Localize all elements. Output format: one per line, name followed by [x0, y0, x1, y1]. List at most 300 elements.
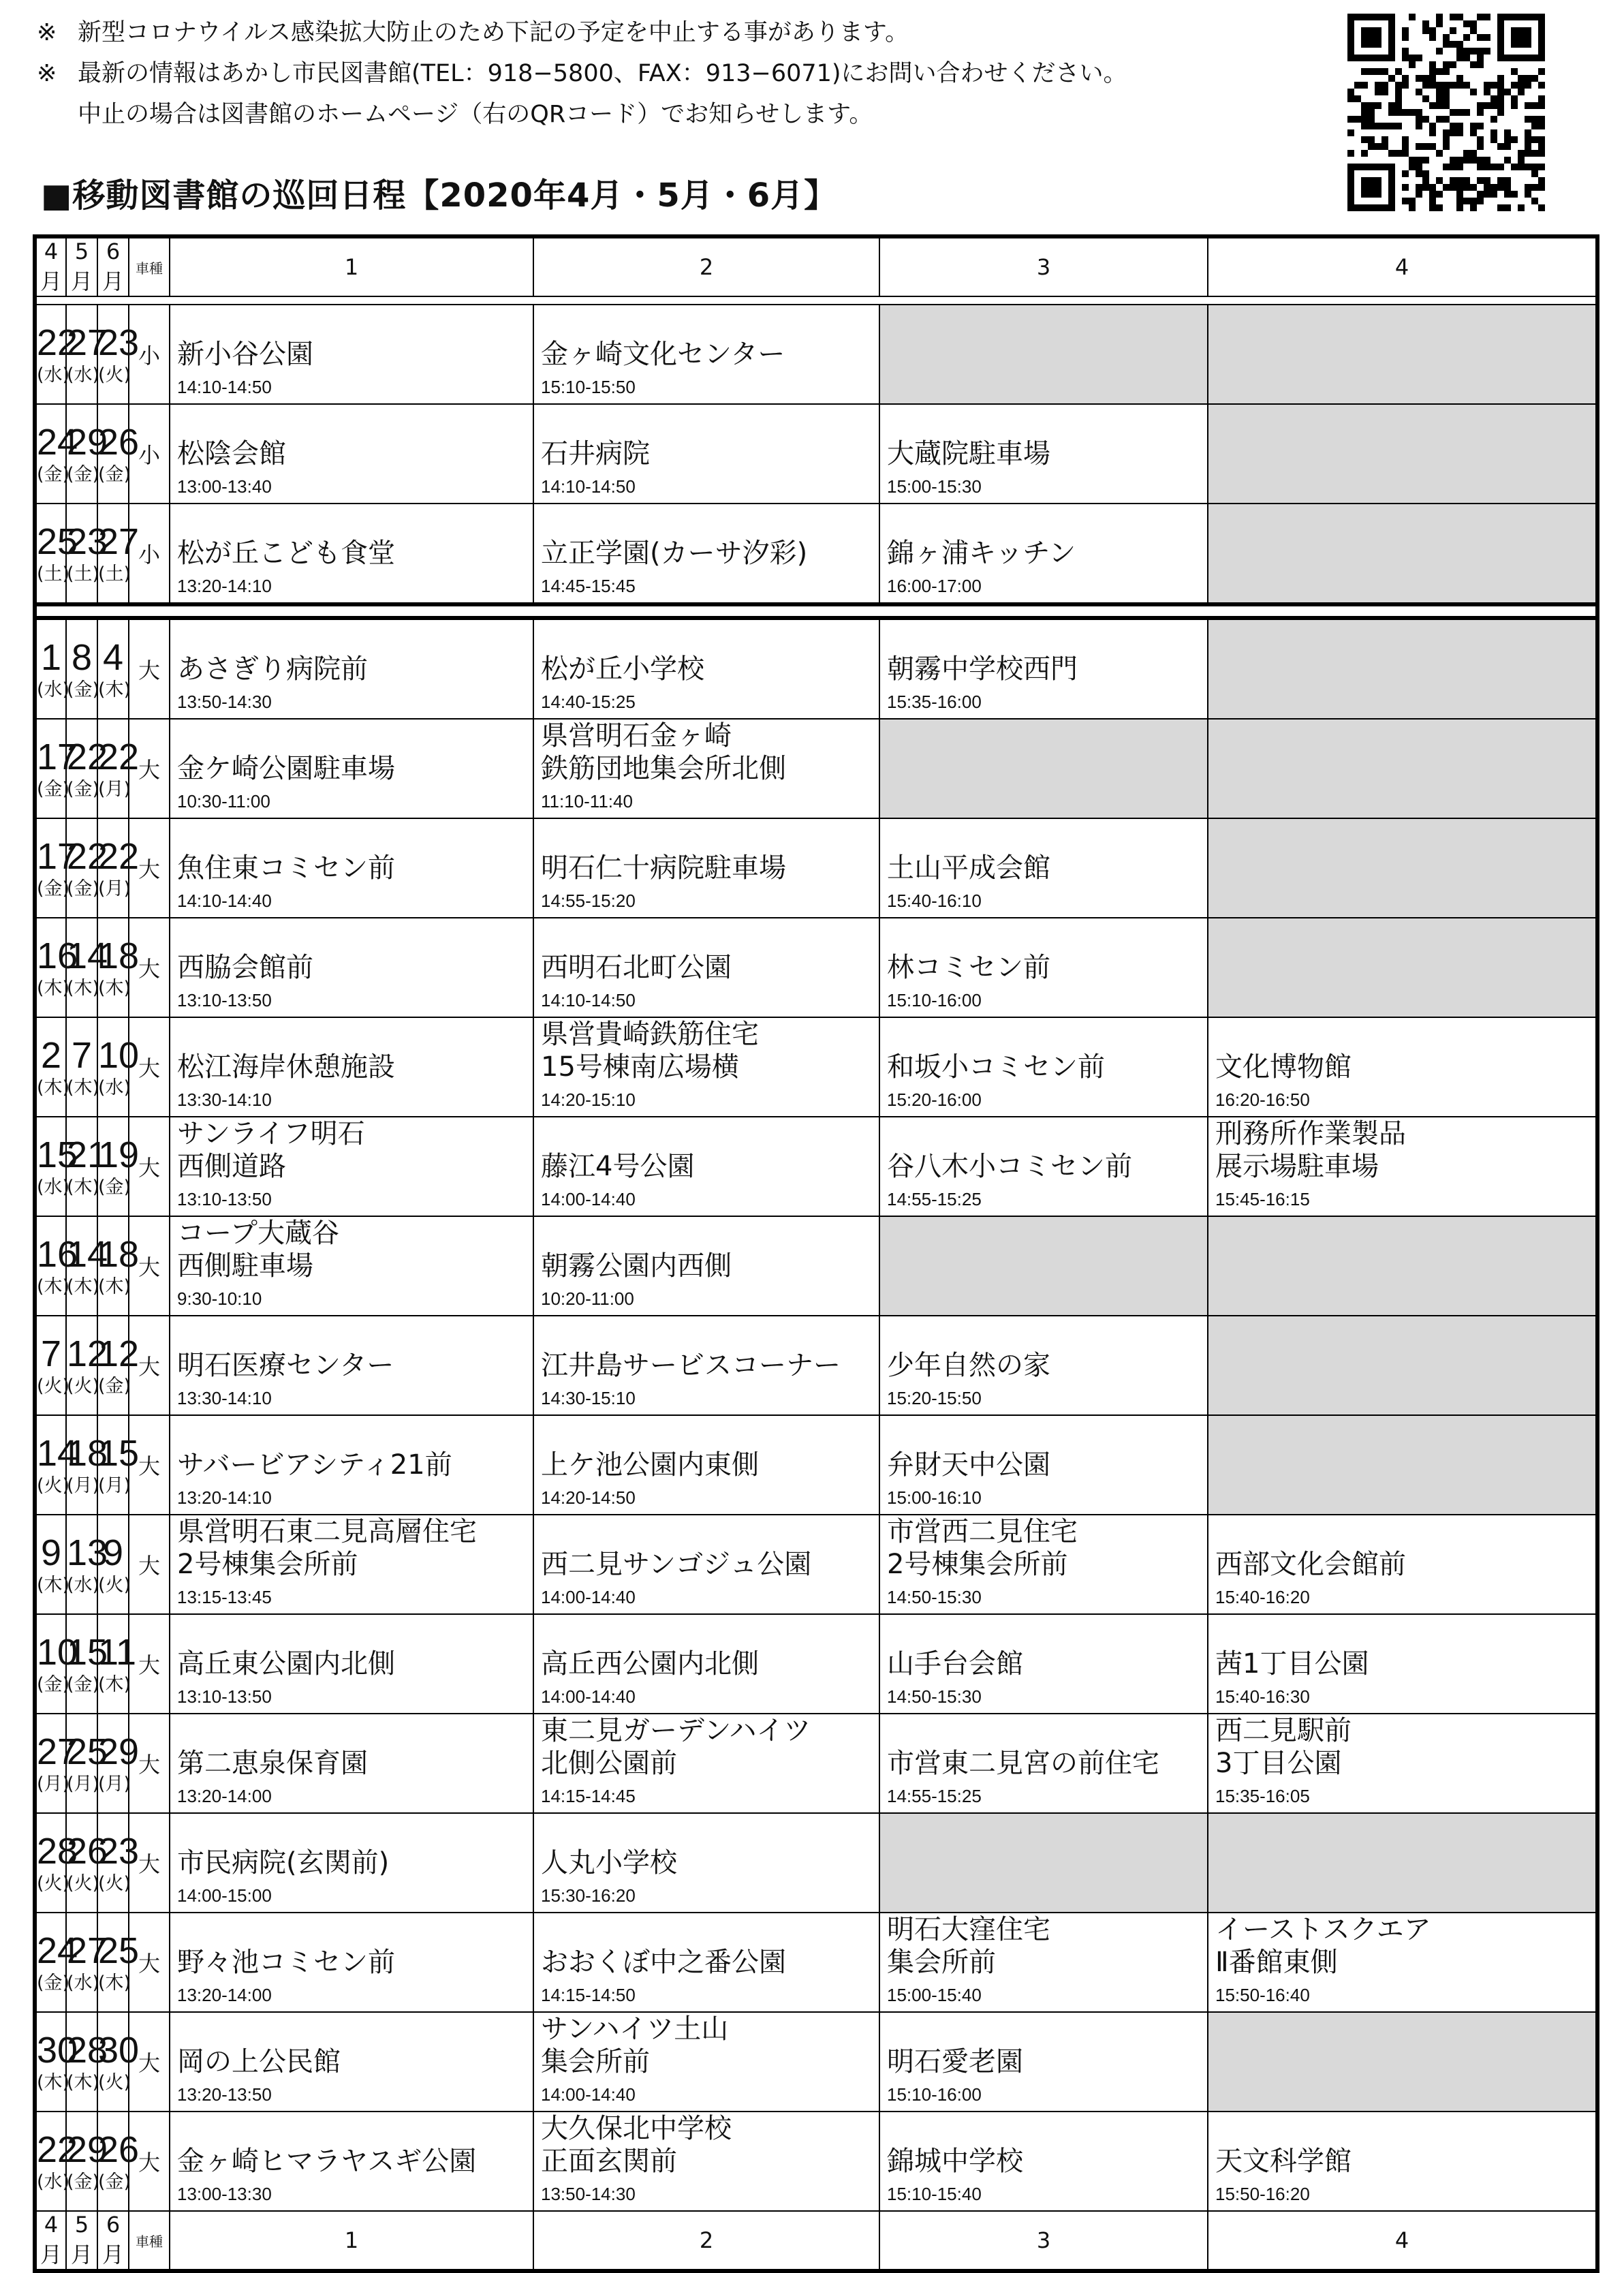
- stop-time: 15:35-16:05: [1215, 1786, 1310, 1806]
- date-weekday: (金): [67, 878, 100, 899]
- june-date: [97, 618, 129, 719]
- date-number: 10: [37, 1632, 78, 1673]
- april-date: [35, 305, 78, 404]
- june-date: [97, 918, 140, 1017]
- date-weekday: (金): [98, 1177, 131, 1198]
- stop-cell: [879, 1117, 1208, 1216]
- date-number: 15: [37, 1134, 78, 1175]
- april-date: [35, 1216, 78, 1316]
- date-number: 27: [98, 521, 140, 562]
- schedule-row: [35, 2012, 1597, 2112]
- stop-name: 西明石北町公園: [541, 952, 732, 983]
- date-number: 17: [37, 836, 78, 877]
- stop-cell: [170, 1913, 533, 2012]
- june-date: [97, 1316, 140, 1415]
- april-date: [35, 818, 78, 918]
- date-weekday: (木): [67, 1077, 100, 1098]
- june-date: [97, 404, 140, 504]
- stop-cell: [1208, 1515, 1597, 1614]
- stop-time: 15:40-16:20: [1215, 1587, 1310, 1607]
- stop-time: 10:20-11:00: [541, 1288, 634, 1309]
- stop-time: 14:00-14:40: [541, 1189, 636, 1209]
- stop-name: 少年自然の家: [887, 1350, 1050, 1381]
- stop-time: 14:20-15:10: [541, 1089, 636, 1110]
- may-date: [66, 818, 108, 918]
- stop-name: 西脇会館前: [177, 952, 313, 983]
- date-weekday: (火): [98, 1575, 131, 1596]
- date-number: 29: [98, 1731, 140, 1772]
- stop-time: 15:10-15:40: [887, 2184, 982, 2204]
- stop-cell: [170, 1813, 533, 1913]
- stop-cell: [1208, 2112, 1597, 2211]
- stop-time: 14:00-14:40: [541, 1587, 636, 1607]
- stop-time: 14:50-15:30: [887, 1587, 982, 1607]
- june-date: [97, 719, 140, 818]
- empty-stop-cell: [879, 1813, 1208, 1913]
- date-weekday: (金): [67, 1674, 100, 1695]
- stop-cell: [170, 1316, 533, 1415]
- date-number: 25: [67, 1731, 108, 1772]
- june-date: [97, 1415, 140, 1515]
- stop-name: 東二見ガーデンハイツ 北側公園前: [541, 1715, 811, 1779]
- schedule-row: [35, 1017, 1597, 1117]
- stop-time: 14:10-14:40: [177, 891, 272, 911]
- qr-code-icon[interactable]: [1347, 14, 1545, 211]
- stop-cell: [879, 1415, 1208, 1515]
- april-date: [35, 1913, 78, 2012]
- stop-cell: [533, 2112, 879, 2211]
- date-weekday: (金): [67, 2171, 100, 2193]
- date-weekday: (金): [98, 464, 131, 485]
- stop-time: 14:15-14:50: [541, 1985, 636, 2005]
- stop-cell: [533, 1316, 879, 1415]
- stop-cell: [533, 719, 879, 818]
- stop-name: 弁財天中公園: [887, 1449, 1050, 1481]
- stop-time: 13:30-14:10: [177, 1089, 272, 1110]
- date-weekday: (水): [67, 365, 100, 386]
- stop-cell: [879, 1614, 1208, 1714]
- empty-stop-cell: [879, 1216, 1208, 1316]
- stop-time: 13:10-13:50: [177, 1189, 272, 1209]
- notice-line: [37, 12, 1127, 53]
- stop-cell: [170, 2012, 533, 2112]
- stop-time: 15:40-16:10: [887, 891, 982, 911]
- stop-time: 11:10-11:40: [541, 791, 633, 811]
- date-number: 13: [67, 1532, 108, 1573]
- col-stop-2: 2: [533, 236, 879, 296]
- stop-time: 15:50-16:20: [1215, 2184, 1310, 2204]
- stop-name: 大久保北中学校 正面玄関前: [541, 2113, 732, 2177]
- date-weekday: (火): [98, 365, 131, 386]
- stop-name: 立正学園(カーサ汐彩): [541, 538, 808, 569]
- date-number: 15: [98, 1433, 140, 1474]
- stop-name: 西部文化会館前: [1215, 1549, 1406, 1580]
- schedule-row: [35, 404, 1597, 504]
- stop-time: 14:00-15:00: [177, 1885, 272, 1906]
- stop-name: 上ケ池公園内東側: [541, 1449, 759, 1481]
- stop-name: 錦城中学校: [887, 2146, 1023, 2177]
- stop-cell: [879, 504, 1208, 604]
- date-number: 18: [98, 1234, 140, 1275]
- vehicle-type: 大: [129, 1614, 170, 1714]
- stop-cell: [1208, 1614, 1597, 1714]
- vehicle-type: 小: [129, 404, 170, 504]
- stop-time: 14:55-15:25: [887, 1786, 982, 1806]
- date-number: 14: [37, 1433, 78, 1474]
- may-date: [66, 305, 108, 404]
- empty-stop-cell: [1208, 404, 1597, 504]
- stop-time: 15:10-16:00: [887, 2084, 982, 2105]
- stop-time: 15:10-15:50: [541, 377, 636, 397]
- schedule-row: [35, 504, 1597, 604]
- vehicle-type: 大: [129, 1117, 170, 1216]
- date-weekday: (金): [98, 2171, 131, 2193]
- date-weekday: (水): [37, 1177, 70, 1198]
- stop-time: 14:10-14:50: [541, 476, 636, 497]
- stop-cell: [533, 1117, 879, 1216]
- june-date: [97, 2012, 140, 2112]
- vehicle-type: 大: [129, 1316, 170, 1415]
- stop-time: 13:15-13:45: [177, 1587, 272, 1607]
- stop-time: 15:20-15:50: [887, 1388, 982, 1408]
- vehicle-type: 大: [129, 2112, 170, 2211]
- date-weekday: (木): [37, 2072, 70, 2093]
- date-number: 18: [98, 936, 140, 976]
- stop-name: 江井島サービスコーナー: [541, 1350, 841, 1381]
- date-number: 16: [37, 1234, 78, 1275]
- stop-cell: [170, 504, 533, 604]
- date-weekday: (金): [67, 779, 100, 800]
- date-weekday: (木): [98, 978, 131, 999]
- stop-name: 山手台会館: [887, 1648, 1023, 1680]
- col-jun: 6月: [97, 2211, 129, 2271]
- col-vehicle-type: 車種: [129, 2211, 170, 2271]
- may-date: [66, 719, 108, 818]
- date-weekday: (木): [67, 978, 100, 999]
- empty-stop-cell: [879, 305, 1208, 404]
- may-date: [66, 2112, 108, 2211]
- date-weekday: (水): [37, 2171, 70, 2193]
- date-number: 29: [67, 2129, 108, 2170]
- vehicle-type: 大: [129, 1515, 170, 1614]
- schedule-row: [35, 2112, 1597, 2211]
- date-weekday: (水): [37, 679, 70, 700]
- may-date: [66, 1813, 108, 1913]
- vehicle-type: 大: [129, 1813, 170, 1913]
- schedule-row: [35, 1216, 1597, 1316]
- col-apr: 4月: [35, 2211, 66, 2271]
- may-date: [66, 1614, 108, 1714]
- date-number: 25: [37, 521, 78, 562]
- stop-name: 市民病院(玄関前): [177, 1847, 390, 1878]
- stop-time: 14:10-14:50: [177, 377, 272, 397]
- schedule-row: [35, 719, 1597, 818]
- stop-cell: [170, 1017, 533, 1117]
- footer-row: [35, 2211, 1597, 2271]
- stop-name: 石井病院: [541, 438, 650, 469]
- date-weekday: (月): [98, 779, 131, 800]
- schedule-row: [35, 1117, 1597, 1216]
- stop-name: 文化博物館: [1215, 1051, 1352, 1083]
- stop-cell: [879, 2112, 1208, 2211]
- date-weekday: (木): [67, 1276, 100, 1297]
- may-date: [66, 404, 108, 504]
- stop-name: 谷八木小コミセン前: [887, 1151, 1132, 1182]
- april-date: [35, 1415, 78, 1515]
- stop-name: 刑務所作業製品 展示場駐車場: [1215, 1118, 1406, 1182]
- date-number: 24: [37, 1930, 78, 1971]
- stop-cell: [879, 618, 1208, 719]
- april-date: [35, 1316, 70, 1415]
- date-weekday: (木): [67, 1177, 100, 1198]
- date-weekday: (火): [67, 1376, 100, 1397]
- date-number: 2: [40, 1035, 62, 1076]
- april-date: [35, 618, 70, 719]
- date-weekday: (土): [37, 563, 70, 585]
- stop-cell: [533, 305, 879, 404]
- stop-time: 15:20-16:00: [887, 1089, 982, 1110]
- stop-time: 15:10-16:00: [887, 990, 982, 1010]
- date-weekday: (金): [37, 779, 70, 800]
- schedule-row: [35, 818, 1597, 918]
- stop-name: 金ヶ崎ヒマラヤスギ公園: [177, 2146, 477, 2177]
- may-date: [66, 918, 108, 1017]
- may-date: [66, 1714, 108, 1813]
- date-weekday: (火): [98, 1873, 131, 1894]
- vehicle-type: 大: [129, 1415, 170, 1515]
- stop-name: 松が丘小学校: [541, 653, 704, 685]
- col-stop-4: 4: [1208, 236, 1597, 296]
- date-number: 18: [67, 1433, 108, 1474]
- date-number: 12: [98, 1333, 140, 1374]
- schedule-row: [35, 1316, 1597, 1415]
- stop-time: 15:40-16:30: [1215, 1686, 1310, 1707]
- section-separator: [35, 604, 1597, 618]
- stop-cell: [1208, 1714, 1597, 1813]
- stop-cell: [170, 404, 533, 504]
- date-number: 21: [67, 1134, 108, 1175]
- stop-time: 16:00-17:00: [887, 576, 982, 596]
- stop-cell: [170, 1515, 533, 1614]
- date-weekday: (火): [37, 1873, 70, 1894]
- schedule-row: [35, 618, 1597, 719]
- april-date: [35, 1614, 78, 1714]
- stop-name: 人丸小学校: [541, 1847, 677, 1878]
- stop-name: 県営明石東二見高層住宅 2号棟集会所前: [177, 1516, 477, 1580]
- june-date: [97, 1216, 140, 1316]
- empty-stop-cell: [1208, 2012, 1597, 2112]
- date-weekday: (火): [98, 2072, 131, 2093]
- stop-cell: [879, 1714, 1208, 1813]
- stop-time: 14:55-15:20: [541, 891, 636, 911]
- stop-time: 15:45-16:15: [1215, 1189, 1310, 1209]
- date-number: 12: [67, 1333, 108, 1374]
- may-date: [66, 618, 100, 719]
- stop-cell: [533, 1813, 879, 1913]
- stop-cell: [533, 818, 879, 918]
- date-weekday: (金): [98, 1376, 131, 1397]
- stop-name: サバービアシティ21前: [177, 1449, 452, 1481]
- june-date: [97, 1614, 137, 1714]
- may-date: [66, 1017, 100, 1117]
- date-number: 28: [37, 1831, 78, 1872]
- date-weekday: (金): [37, 1674, 70, 1695]
- col-may: 5月: [66, 2211, 97, 2271]
- june-date: [97, 1813, 140, 1913]
- stop-time: 13:30-14:10: [177, 1388, 272, 1408]
- date-weekday: (火): [67, 1873, 100, 1894]
- may-date: [66, 504, 108, 604]
- stop-name: イーストスクエア Ⅱ番館東側: [1215, 1914, 1431, 1978]
- april-date: [35, 2112, 78, 2211]
- stop-cell: [533, 1614, 879, 1714]
- stop-name: 明石愛老園: [887, 2046, 1023, 2077]
- date-number: 1: [40, 637, 62, 678]
- stop-time: 14:40-15:25: [541, 692, 636, 712]
- stop-name: サンライフ明石 西側道路: [177, 1118, 365, 1182]
- stop-time: 13:10-13:50: [177, 1686, 272, 1707]
- stop-name: 市営東二見宮の前住宅: [887, 1748, 1159, 1779]
- date-weekday: (木): [37, 1575, 70, 1596]
- date-number: 23: [98, 322, 140, 363]
- stop-time: 13:00-13:30: [177, 2184, 272, 2204]
- schedule-row: [35, 1415, 1597, 1515]
- vehicle-type: 大: [129, 618, 170, 719]
- schedule-row: [35, 1614, 1597, 1714]
- stop-cell: [879, 918, 1208, 1017]
- stop-cell: [170, 918, 533, 1017]
- date-number: 25: [98, 1930, 140, 1971]
- col-jun: 6月: [97, 236, 129, 296]
- june-date: [97, 1714, 140, 1813]
- april-date: [35, 1117, 78, 1216]
- vehicle-type: 小: [129, 305, 170, 404]
- stop-name: 松江海岸休憩施設: [177, 1051, 395, 1083]
- stop-time: 13:20-14:10: [177, 1487, 272, 1508]
- may-date: [66, 1216, 108, 1316]
- stop-time: 13:50-14:30: [541, 2184, 636, 2204]
- stop-cell: [1208, 1017, 1597, 1117]
- stop-name: コープ大蔵谷 西側駐車場: [177, 1218, 339, 1282]
- vehicle-type: 大: [129, 818, 170, 918]
- date-number: 7: [40, 1333, 62, 1374]
- note-mark: ※: [37, 19, 57, 46]
- stop-cell: [1208, 1913, 1597, 2012]
- stop-cell: [533, 1714, 879, 1813]
- schedule-row: [35, 1515, 1597, 1614]
- may-date: [66, 2012, 108, 2112]
- stop-time: 13:20-14:00: [177, 1985, 272, 2005]
- date-weekday: (木): [98, 679, 131, 700]
- stop-cell: [879, 1515, 1208, 1614]
- april-date: [35, 504, 78, 604]
- date-weekday: (土): [98, 563, 131, 585]
- stop-time: 14:10-14:50: [541, 990, 636, 1010]
- stop-name: 金ケ崎公園駐車場: [177, 753, 395, 784]
- may-date: [66, 1515, 108, 1614]
- june-date: [97, 305, 140, 404]
- date-number: 26: [98, 422, 140, 463]
- col-may: 5月: [66, 236, 97, 296]
- stop-name: あさぎり病院前: [177, 653, 368, 685]
- stop-name: 藤江4号公園: [541, 1151, 695, 1182]
- stop-name: 大蔵院駐車場: [887, 438, 1050, 469]
- stop-cell: [879, 1913, 1208, 2012]
- stop-name: 県営貴崎鉄筋住宅 15号棟南広場横: [541, 1019, 759, 1083]
- schedule-table: [33, 234, 1599, 2273]
- date-number: 14: [67, 936, 108, 976]
- stop-cell: [533, 918, 879, 1017]
- april-date: [35, 1515, 70, 1614]
- date-number: 17: [37, 737, 78, 777]
- col-stop-3: 3: [879, 2211, 1208, 2271]
- stop-name: 和坂小コミセン前: [887, 1051, 1105, 1083]
- date-number: 30: [98, 2030, 140, 2071]
- separator-cell: [35, 296, 1597, 305]
- june-date: [97, 504, 140, 604]
- stop-time: 14:45-15:45: [541, 576, 636, 596]
- date-number: 11: [98, 1632, 137, 1673]
- col-stop-2: 2: [533, 2211, 879, 2271]
- note-text: 中止の場合は図書館のホームページ（右のQRコード）でお知らせします。: [78, 101, 873, 128]
- stop-cell: [533, 404, 879, 504]
- stop-name: 土山平成会館: [887, 852, 1050, 884]
- june-date: [97, 1913, 140, 2012]
- stop-time: 13:20-14:10: [177, 576, 272, 596]
- note-mark: ※: [37, 60, 57, 87]
- date-number: 22: [37, 2129, 78, 2170]
- stop-cell: [879, 2012, 1208, 2112]
- date-number: 28: [67, 2030, 108, 2071]
- stop-time: 14:00-14:40: [541, 1686, 636, 1707]
- stop-cell: [879, 1017, 1208, 1117]
- date-number: 26: [98, 2129, 140, 2170]
- june-date: [97, 2112, 140, 2211]
- stop-name: 岡の上公民館: [177, 2046, 341, 2077]
- stop-cell: [533, 504, 879, 604]
- schedule-row: [35, 1913, 1597, 2012]
- stop-cell: [879, 404, 1208, 504]
- note-text: 最新の情報はあかし市民図書館(TEL：918−5800、FAX：913−6071)にお問い合わせください。: [78, 60, 1127, 87]
- empty-stop-cell: [1208, 1415, 1597, 1515]
- stop-name: 朝霧公園内西側: [541, 1250, 732, 1282]
- stop-time: 10:30-11:00: [177, 791, 270, 811]
- april-date: [35, 1714, 78, 1813]
- stop-time: 15:00-15:40: [887, 1985, 982, 2005]
- date-number: 4: [102, 637, 124, 678]
- col-apr: 4月: [35, 236, 66, 296]
- stop-name: 高丘東公園内北側: [177, 1648, 395, 1680]
- may-date: [66, 1913, 108, 2012]
- date-weekday: (木): [37, 1276, 70, 1297]
- stop-cell: [533, 1415, 879, 1515]
- date-weekday: (火): [37, 1376, 70, 1397]
- empty-stop-cell: [1208, 1216, 1597, 1316]
- col-stop-4: 4: [1208, 2211, 1597, 2271]
- stop-cell: [170, 1216, 533, 1316]
- stop-name: 錦ヶ浦キッチン: [887, 538, 1076, 569]
- empty-stop-cell: [1208, 1813, 1597, 1913]
- stop-name: 茜1丁目公園: [1215, 1648, 1369, 1680]
- stop-cell: [170, 1614, 533, 1714]
- stop-name: 県営明石金ヶ崎 鉄筋団地集会所北側: [541, 720, 786, 784]
- stop-time: 13:50-14:30: [177, 692, 272, 712]
- col-stop-1: 1: [170, 236, 533, 296]
- may-date: [66, 1316, 108, 1415]
- stop-cell: [533, 2012, 879, 2112]
- date-weekday: (月): [98, 878, 131, 899]
- notice-line: [37, 53, 1127, 94]
